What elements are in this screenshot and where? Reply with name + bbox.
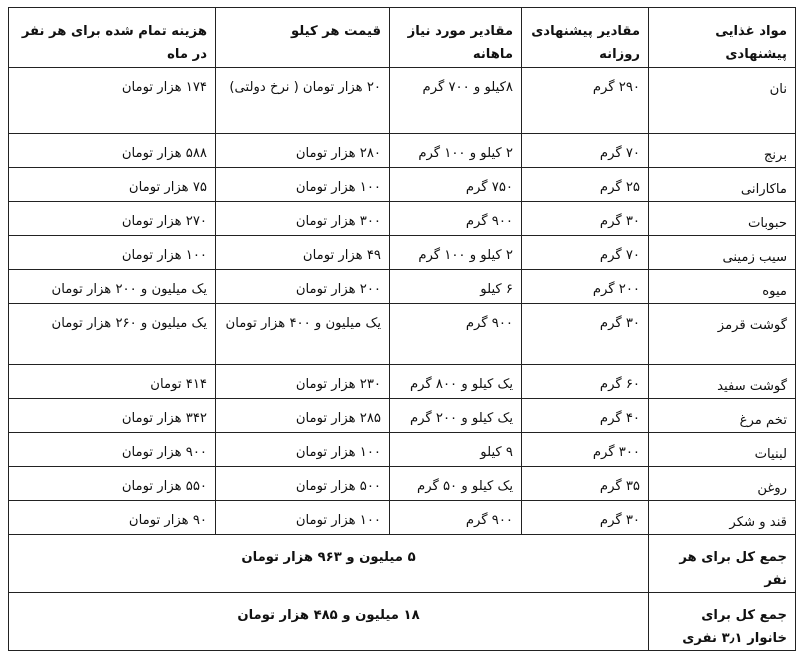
cell-price-per-kilo: ۱۰۰ هزار تومان [216, 433, 390, 467]
table-body [9, 68, 796, 651]
total-label: جمع کل برای خانوار ۳٫۱ نفری [649, 593, 796, 651]
cell-monthly-amount: یک کیلو و ۸۰۰ گرم [390, 365, 522, 399]
cell-food-item: میوه [649, 270, 796, 304]
total-label: جمع کل برای هر نفر [649, 535, 796, 593]
food-cost-table [8, 7, 796, 651]
document-page [8, 7, 796, 651]
cell-monthly-amount: ۹ کیلو [390, 433, 522, 467]
cell-food-item: روغن [649, 467, 796, 501]
cell-monthly-cost: ۳۴۲ هزار تومان [9, 399, 216, 433]
cell-monthly-cost: ۴۱۴ تومان [9, 365, 216, 399]
header-price-per-kilo: قیمت هر کیلو [216, 8, 390, 68]
cell-price-per-kilo: ۲۸۰ هزار تومان [216, 134, 390, 168]
cell-daily-amount: ۳۰۰ گرم [522, 433, 649, 467]
cell-food-item: برنج [649, 134, 796, 168]
total-row [9, 535, 796, 593]
cell-monthly-amount: ۶ کیلو [390, 270, 522, 304]
cell-monthly-cost: ۵۸۸ هزار تومان [9, 134, 216, 168]
cell-food-item: گوشت سفید [649, 365, 796, 399]
cell-daily-amount: ۳۰ گرم [522, 501, 649, 535]
cell-food-item: حبوبات [649, 202, 796, 236]
cell-food-item: نان [649, 68, 796, 134]
header-monthly-cost: هزینه تمام شده برای هر نفر در ماه [9, 8, 216, 68]
table-row [9, 365, 796, 399]
cell-monthly-amount: ۲ کیلو و ۱۰۰ گرم [390, 236, 522, 270]
header-monthly-amount: مقادیر مورد نیاز ماهانه [390, 8, 522, 68]
cell-monthly-amount: ۹۰۰ گرم [390, 202, 522, 236]
cell-daily-amount: ۶۰ گرم [522, 365, 649, 399]
cell-monthly-cost: ۱۷۴ هزار تومان [9, 68, 216, 134]
cell-daily-amount: ۳۰ گرم [522, 304, 649, 365]
total-row [9, 593, 796, 651]
cell-price-per-kilo: ۴۹ هزار تومان [216, 236, 390, 270]
cell-food-item: قند و شکر [649, 501, 796, 535]
cell-monthly-cost: یک میلیون و ۲۰۰ هزار تومان [9, 270, 216, 304]
cell-daily-amount: ۴۰ گرم [522, 399, 649, 433]
header-daily-amount: مقادیر پیشنهادی روزانه [522, 8, 649, 68]
cell-daily-amount: ۲۵ گرم [522, 168, 649, 202]
cell-daily-amount: ۳۵ گرم [522, 467, 649, 501]
cell-monthly-amount: ۹۰۰ گرم [390, 501, 522, 535]
cell-monthly-cost: یک میلیون و ۲۶۰ هزار تومان [9, 304, 216, 365]
cell-price-per-kilo: ۲۳۰ هزار تومان [216, 365, 390, 399]
cell-monthly-amount: ۹۰۰ گرم [390, 304, 522, 365]
cell-price-per-kilo: ۱۰۰ هزار تومان [216, 168, 390, 202]
cell-food-item: ماکارانی [649, 168, 796, 202]
cell-daily-amount: ۳۰ گرم [522, 202, 649, 236]
cell-monthly-cost: ۱۰۰ هزار تومان [9, 236, 216, 270]
cell-price-per-kilo: ۲۰۰ هزار تومان [216, 270, 390, 304]
cell-monthly-amount: یک کیلو و ۲۰۰ گرم [390, 399, 522, 433]
cell-daily-amount: ۲۰۰ گرم [522, 270, 649, 304]
total-value: ۱۸ میلیون و ۴۸۵ هزار تومان [9, 593, 649, 651]
cell-price-per-kilo: ۳۰۰ هزار تومان [216, 202, 390, 236]
cell-price-per-kilo: یک میلیون و ۴۰۰ هزار تومان [216, 304, 390, 365]
cell-monthly-amount: ۷۵۰ گرم [390, 168, 522, 202]
cell-price-per-kilo: ۲۰ هزار تومان ( نرخ دولتی) [216, 68, 390, 134]
table-row [9, 467, 796, 501]
cell-daily-amount: ۲۹۰ گرم [522, 68, 649, 134]
table-row [9, 270, 796, 304]
cell-monthly-cost: ۹۰۰ هزار تومان [9, 433, 216, 467]
cell-monthly-amount: ۸کیلو و ۷۰۰ گرم [390, 68, 522, 134]
header-row [9, 8, 796, 68]
cell-food-item: گوشت قرمز [649, 304, 796, 365]
cell-monthly-cost: ۷۵ هزار تومان [9, 168, 216, 202]
cell-price-per-kilo: ۵۰۰ هزار تومان [216, 467, 390, 501]
table-row [9, 433, 796, 467]
table-row [9, 168, 796, 202]
cell-food-item: لبنیات [649, 433, 796, 467]
table-row [9, 236, 796, 270]
table-row [9, 304, 796, 365]
cell-daily-amount: ۷۰ گرم [522, 236, 649, 270]
header-food-item: مواد غذایی پیشنهادی [649, 8, 796, 68]
table-row [9, 202, 796, 236]
table-row [9, 501, 796, 535]
table-row [9, 399, 796, 433]
table-row [9, 134, 796, 168]
cell-monthly-cost: ۹۰ هزار تومان [9, 501, 216, 535]
cell-monthly-amount: یک کیلو و ۵۰ گرم [390, 467, 522, 501]
cell-monthly-amount: ۲ کیلو و ۱۰۰ گرم [390, 134, 522, 168]
cell-food-item: سیب زمینی [649, 236, 796, 270]
cell-daily-amount: ۷۰ گرم [522, 134, 649, 168]
cell-monthly-cost: ۲۷۰ هزار تومان [9, 202, 216, 236]
table-row [9, 68, 796, 134]
cell-food-item: تخم مرغ [649, 399, 796, 433]
cell-monthly-cost: ۵۵۰ هزار تومان [9, 467, 216, 501]
cell-price-per-kilo: ۱۰۰ هزار تومان [216, 501, 390, 535]
cell-price-per-kilo: ۲۸۵ هزار تومان [216, 399, 390, 433]
total-value: ۵ میلیون و ۹۶۳ هزار تومان [9, 535, 649, 593]
